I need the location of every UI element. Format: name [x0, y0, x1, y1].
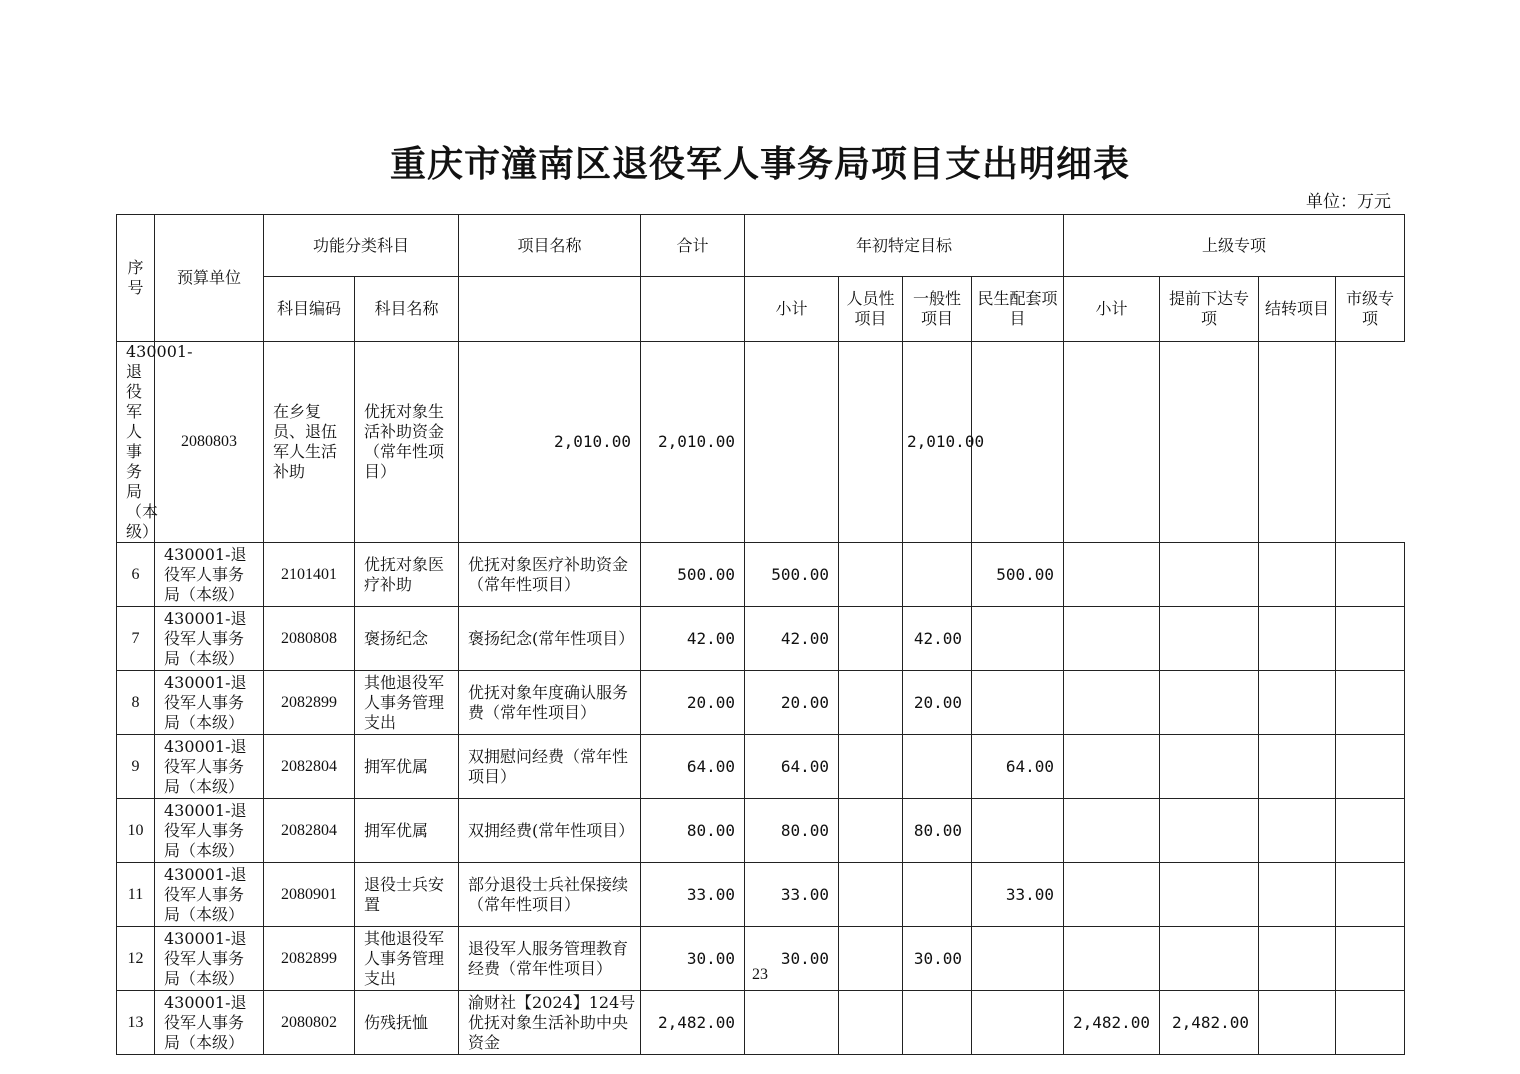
cell-livelihood: 2,010.00	[903, 342, 972, 543]
cell-livelihood	[972, 671, 1064, 735]
cell-budget-unit: 430001-退役军人事务局（本级）	[155, 927, 264, 991]
cell-subject-code: 2080808	[264, 607, 355, 671]
cell-subtotal: 33.00	[745, 863, 839, 927]
cell-project-name: 优抚对象医疗补助资金（常年性项目）	[459, 543, 641, 607]
cell-subtotal: 20.00	[745, 671, 839, 735]
cell-budget-unit: 430001-退役军人事务局（本级）	[155, 543, 264, 607]
cell-livelihood	[972, 607, 1064, 671]
unit-label: 单位：万元	[1306, 192, 1391, 212]
header-subject-code: 科目编码	[264, 277, 355, 342]
header-annual-target: 年初特定目标	[745, 215, 1064, 277]
cell-city	[1336, 863, 1405, 927]
cell-city	[1336, 543, 1405, 607]
cell-total: 80.00	[641, 799, 745, 863]
cell-advance	[1160, 863, 1259, 927]
cell-subject-code: 2080802	[264, 991, 355, 1055]
document-title: 重庆市潼南区退役军人事务局项目支出明细表	[389, 143, 1130, 185]
cell-superior-subtotal	[1064, 671, 1160, 735]
table-row	[117, 342, 1405, 543]
cell-total: 64.00	[641, 735, 745, 799]
cell-budget-unit: 430001-退役军人事务局（本级）	[117, 342, 155, 543]
cell-seq: 12	[117, 927, 155, 991]
cell-general: 80.00	[903, 799, 972, 863]
header-advance: 提前下达专项	[1160, 277, 1259, 342]
header-seq: 序号	[117, 215, 155, 342]
cell-carryover	[1160, 342, 1259, 543]
cell-superior-subtotal: 2,482.00	[1064, 991, 1160, 1055]
cell-general	[903, 735, 972, 799]
cell-budget-unit: 430001-退役军人事务局（本级）	[155, 607, 264, 671]
cell-seq: 8	[117, 671, 155, 735]
table-row	[117, 991, 1405, 1055]
cell-project-name: 优抚对象年度确认服务费（常年性项目）	[459, 671, 641, 735]
cell-seq: 6	[117, 543, 155, 607]
cell-total: 30.00	[641, 927, 745, 991]
cell-budget-unit: 430001-退役军人事务局（本级）	[155, 991, 264, 1055]
cell-carryover	[1259, 671, 1336, 735]
cell-city	[1336, 671, 1405, 735]
header-general: 一般性项目	[903, 277, 972, 342]
header-personnel: 人员性项目	[839, 277, 903, 342]
cell-city	[1336, 991, 1405, 1055]
cell-total: 42.00	[641, 607, 745, 671]
cell-subtotal: 2,010.00	[641, 342, 745, 543]
cell-city	[1336, 735, 1405, 799]
cell-subject-code: 2082899	[264, 671, 355, 735]
cell-personnel	[839, 607, 903, 671]
cell-carryover	[1259, 543, 1336, 607]
cell-subject-name: 拥军优属	[355, 799, 459, 863]
cell-city	[1336, 607, 1405, 671]
cell-general: 20.00	[903, 671, 972, 735]
cell-personnel	[839, 863, 903, 927]
cell-project-name: 双拥经费(常年性项目）	[459, 799, 641, 863]
cell-personnel	[839, 991, 903, 1055]
cell-seq: 10	[117, 799, 155, 863]
cell-livelihood	[972, 991, 1064, 1055]
table-row	[117, 735, 1405, 799]
cell-general	[839, 342, 903, 543]
table-row	[117, 799, 1405, 863]
cell-subject-name: 拥军优属	[355, 735, 459, 799]
cell-subject-name: 其他退役军人事务管理支出	[355, 671, 459, 735]
cell-general	[903, 543, 972, 607]
cell-subject-name: 退役士兵安置	[355, 863, 459, 927]
cell-subject-code: 2082804	[264, 735, 355, 799]
cell-total: 33.00	[641, 863, 745, 927]
cell-project-name: 部分退役士兵社保接续（常年性项目）	[459, 863, 641, 927]
cell-project-name: 退役军人服务管理教育经费（常年性项目）	[459, 927, 641, 991]
page-number: 23	[752, 966, 768, 983]
cell-budget-unit: 430001-退役军人事务局（本级）	[155, 799, 264, 863]
header-project-name: 项目名称	[459, 215, 641, 277]
cell-subject-name: 在乡复员、退伍军人生活补助	[264, 342, 355, 543]
header-livelihood: 民生配套项目	[972, 277, 1064, 342]
table-row	[117, 671, 1405, 735]
table-row	[117, 863, 1405, 927]
cell-personnel	[839, 543, 903, 607]
table-body	[117, 342, 1405, 1055]
cell-city	[1259, 342, 1336, 543]
cell-advance	[1160, 671, 1259, 735]
cell-advance	[1160, 543, 1259, 607]
cell-project-name: 褒扬纪念(常年性项目）	[459, 607, 641, 671]
header-superior-special: 上级专项	[1064, 215, 1405, 277]
cell-advance	[1064, 342, 1160, 543]
cell-seq: 7	[117, 607, 155, 671]
cell-livelihood: 500.00	[972, 543, 1064, 607]
cell-budget-unit: 430001-退役军人事务局（本级）	[155, 735, 264, 799]
header-function-category: 功能分类科目	[264, 215, 459, 277]
cell-carryover	[1259, 607, 1336, 671]
cell-carryover	[1259, 991, 1336, 1055]
header-subtotal-superior: 小计	[1064, 277, 1160, 342]
cell-subject-code: 2080803	[155, 342, 264, 543]
cell-subject-name: 伤残抚恤	[355, 991, 459, 1055]
cell-subject-code: 2080901	[264, 863, 355, 927]
cell-seq: 13	[117, 991, 155, 1055]
cell-superior-subtotal	[1064, 799, 1160, 863]
cell-project-name: 双拥慰问经费（常年性项目）	[459, 735, 641, 799]
cell-general: 42.00	[903, 607, 972, 671]
cell-superior-subtotal	[972, 342, 1064, 543]
cell-subtotal: 64.00	[745, 735, 839, 799]
cell-seq: 9	[117, 735, 155, 799]
cell-advance	[1160, 735, 1259, 799]
table-row	[117, 607, 1405, 671]
cell-livelihood	[972, 799, 1064, 863]
cell-subject-name: 褒扬纪念	[355, 607, 459, 671]
cell-subject-name: 优抚对象医疗补助	[355, 543, 459, 607]
cell-livelihood: 64.00	[972, 735, 1064, 799]
cell-general	[903, 991, 972, 1055]
cell-project-name: 渝财社【2024】124号优抚对象生活补助中央资金	[459, 991, 641, 1055]
header-city: 市级专项	[1336, 277, 1405, 342]
cell-personnel	[745, 342, 839, 543]
cell-subject-code: 2101401	[264, 543, 355, 607]
cell-subtotal: 30.00	[745, 927, 839, 991]
header-subject-name: 科目名称	[355, 277, 459, 342]
cell-general	[903, 863, 972, 927]
cell-superior-subtotal	[1064, 543, 1160, 607]
cell-total: 2,482.00	[641, 991, 745, 1055]
cell-superior-subtotal	[1064, 607, 1160, 671]
cell-project-name: 优抚对象生活补助资金（常年性项目）	[355, 342, 459, 543]
cell-total: 500.00	[641, 543, 745, 607]
cell-superior-subtotal	[1064, 735, 1160, 799]
project-expenditure-table	[116, 214, 1405, 1055]
header-subtotal-annual: 小计	[745, 277, 839, 342]
cell-subtotal: 80.00	[745, 799, 839, 863]
cell-personnel	[839, 671, 903, 735]
cell-subject-name: 其他退役军人事务管理支出	[355, 927, 459, 991]
table-row	[117, 543, 1405, 607]
cell-city	[1336, 799, 1405, 863]
header-row-1	[117, 215, 1405, 277]
cell-carryover	[1259, 799, 1336, 863]
cell-budget-unit: 430001-退役军人事务局（本级）	[155, 863, 264, 927]
cell-personnel	[839, 735, 903, 799]
cell-seq: 11	[117, 863, 155, 927]
cell-subtotal: 42.00	[745, 607, 839, 671]
cell-general: 30.00	[903, 927, 972, 991]
cell-subject-code: 2082899	[264, 927, 355, 991]
cell-advance	[1160, 799, 1259, 863]
cell-advance: 2,482.00	[1160, 991, 1259, 1055]
header-empty-project	[459, 277, 641, 342]
header-empty-total	[641, 277, 745, 342]
cell-carryover	[1259, 863, 1336, 927]
cell-budget-unit: 430001-退役军人事务局（本级）	[155, 671, 264, 735]
cell-livelihood: 33.00	[972, 863, 1064, 927]
cell-carryover	[1259, 735, 1336, 799]
header-row-2	[117, 277, 1405, 342]
cell-total: 20.00	[641, 671, 745, 735]
cell-subject-code: 2082804	[264, 799, 355, 863]
header-budget-unit: 预算单位	[155, 215, 264, 342]
header-total: 合计	[641, 215, 745, 277]
cell-advance	[1160, 607, 1259, 671]
cell-superior-subtotal	[1064, 863, 1160, 927]
cell-subtotal	[745, 991, 839, 1055]
cell-personnel	[839, 799, 903, 863]
cell-subtotal: 500.00	[745, 543, 839, 607]
cell-total: 2,010.00	[459, 342, 641, 543]
header-carryover: 结转项目	[1259, 277, 1336, 342]
